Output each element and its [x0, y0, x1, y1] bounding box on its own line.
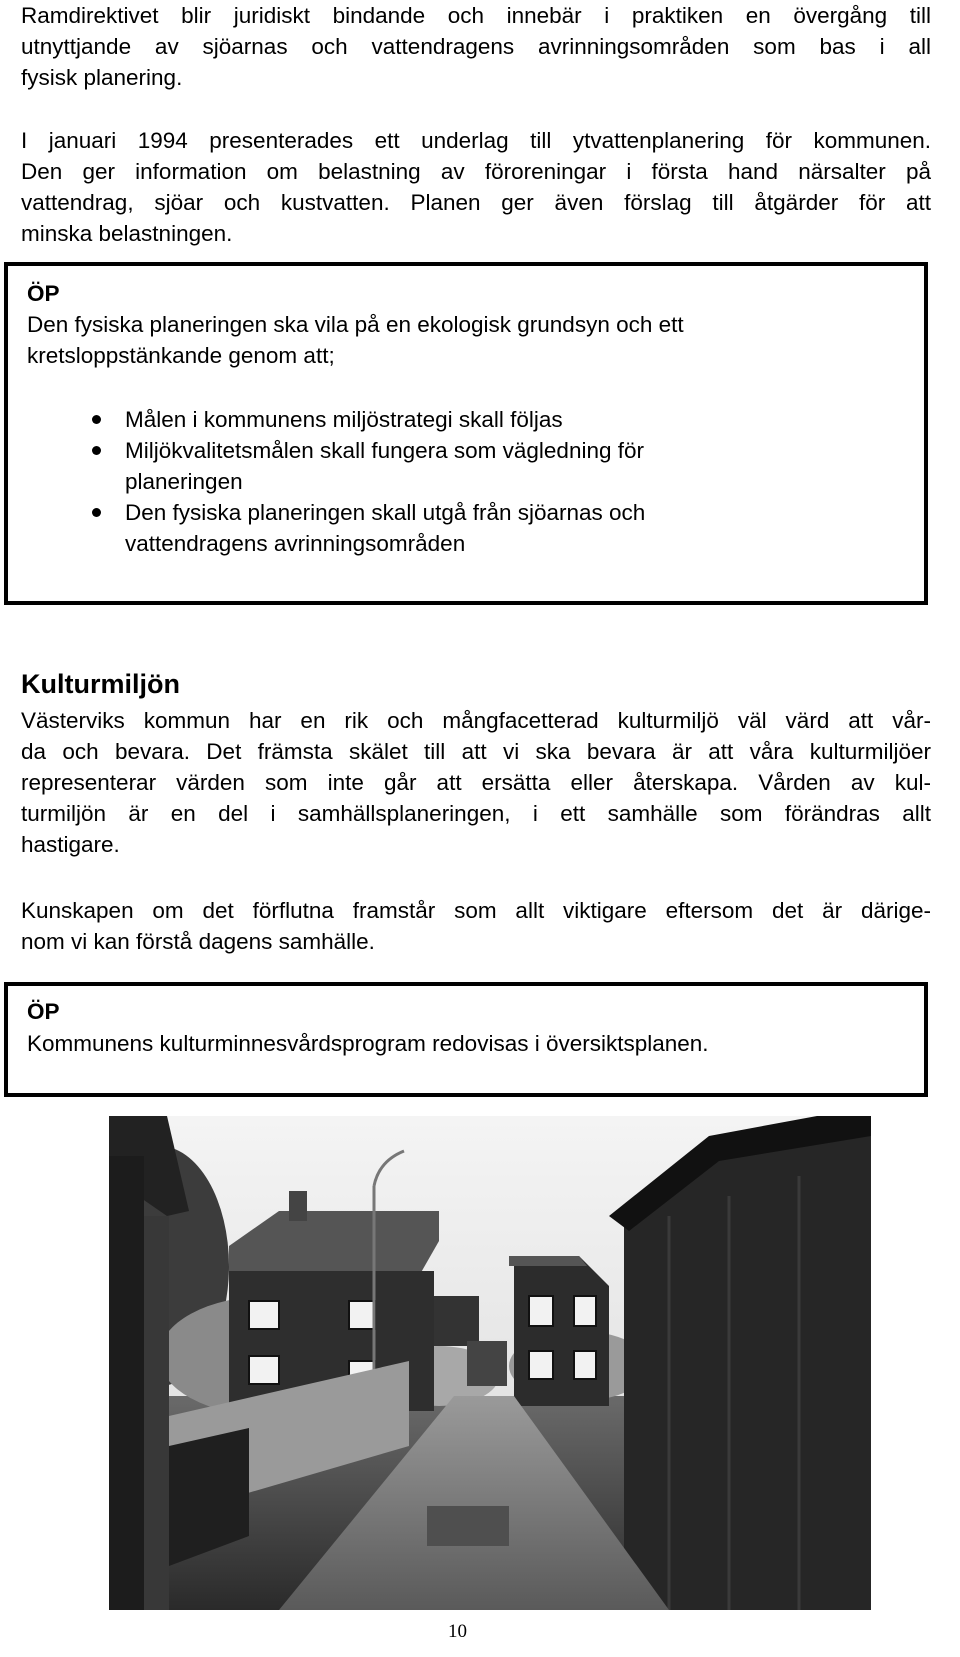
text-line: vattendragens avrinningsområden	[125, 531, 466, 556]
kulturmiljo-paragraph-2	[21, 895, 931, 957]
op-box-culture	[4, 982, 928, 1097]
section-heading: Kulturmiljön	[21, 669, 180, 699]
text-line: Den ger information om belastning av föroreningar i första hand närsalter på	[21, 159, 931, 184]
text-line: Ramdirektivet blir juridiskt bindande och innebär i praktiken en övergång till	[21, 3, 931, 28]
op-box-text: Kommunens kulturminnesvårdsprogram redovisas i översiktsplanen.	[27, 1031, 709, 1056]
op-box-label: ÖP	[27, 999, 60, 1024]
text-line: minska belastningen.	[21, 221, 233, 246]
text-line: planeringen	[125, 469, 243, 494]
op-box-intro	[27, 309, 684, 371]
bullet-item	[92, 404, 645, 435]
intro-paragraph-1	[21, 0, 931, 93]
text-line: hastigare.	[21, 832, 120, 857]
kulturmiljo-paragraph-1	[21, 705, 931, 860]
text-line: fysisk planering.	[21, 65, 183, 90]
bullet-item	[92, 497, 645, 559]
bullet-item	[92, 435, 645, 497]
text-line: Västerviks kommun har en rik och mångfacetterad kulturmiljö väl värd att vår-	[21, 708, 931, 733]
text-line: Den fysiska planeringen skall utgå från sjöarnas och	[125, 500, 646, 525]
text-line: representerar värden som inte går att ersätta eller återskapa. Vården av kul-	[21, 770, 931, 795]
text-line: Målen i kommunens miljöstrategi skall följas	[125, 407, 563, 432]
text-line: Kunskapen om det förflutna framstår som allt viktigare eftersom det är därige-	[21, 898, 931, 923]
village-street-photo	[109, 1116, 871, 1610]
text-line: I januari 1994 presenterades ett underlag till ytvattenplanering för kommunen.	[21, 128, 931, 153]
text-line: Den fysiska planeringen ska vila på en ekologisk grundsyn och ett	[27, 312, 684, 337]
op-box-ecology	[4, 262, 928, 605]
intro-paragraph-2	[21, 125, 931, 249]
text-line: vattendrag, sjöar och kustvatten. Planen ger även förslag till åtgärder för att	[21, 190, 931, 215]
text-line: utnyttjande av sjöarnas och vattendragens avrinningsområden som bas i all	[21, 34, 931, 59]
text-line: nom vi kan förstå dagens samhälle.	[21, 929, 375, 954]
text-line: kretsloppstänkande genom att;	[27, 343, 335, 368]
text-line: da och bevara. Det främsta skälet till att vi ska bevara är att våra kulturmiljöer	[21, 739, 931, 764]
text-line: turmiljön är en del i samhällsplaneringen, i ett samhälle som förändras allt	[21, 801, 931, 826]
text-line: Miljökvalitetsmålen skall fungera som vägledning för	[125, 438, 644, 463]
page-number: 10	[448, 1621, 467, 1642]
op-box-bullet-list	[92, 404, 645, 559]
op-box-label: ÖP	[27, 281, 60, 306]
